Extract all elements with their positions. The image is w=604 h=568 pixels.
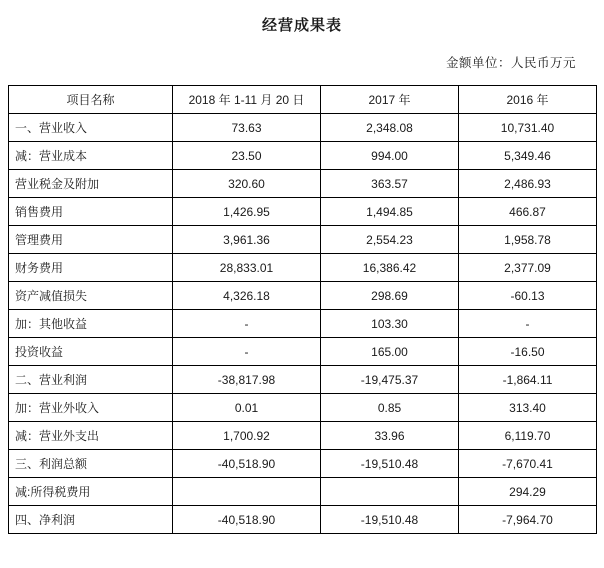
row-value: 5,349.46 xyxy=(459,142,597,170)
table-row xyxy=(9,506,597,534)
row-value: 2,348.08 xyxy=(321,114,459,142)
row-value: 16,386.42 xyxy=(321,254,459,282)
row-value: 1,494.85 xyxy=(321,198,459,226)
document-page xyxy=(0,14,604,568)
row-label: 减：营业成本 xyxy=(9,142,173,170)
row-value: 23.50 xyxy=(173,142,321,170)
table-row xyxy=(9,478,597,506)
table-row xyxy=(9,282,597,310)
row-value: 2,486.93 xyxy=(459,170,597,198)
row-value: 298.69 xyxy=(321,282,459,310)
table-row xyxy=(9,394,597,422)
row-label: 销售费用 xyxy=(9,198,173,226)
row-label: 财务费用 xyxy=(9,254,173,282)
row-value: -38,817.98 xyxy=(173,366,321,394)
page-title: 经营成果表 xyxy=(261,17,342,34)
row-value xyxy=(173,478,321,506)
row-label: 二、营业利润 xyxy=(9,366,173,394)
column-header-period-2018: 2018 年 1-11 月 20 日 xyxy=(173,86,321,114)
row-value: 0.01 xyxy=(173,394,321,422)
row-label: 三、利润总额 xyxy=(9,450,173,478)
row-value: 994.00 xyxy=(321,142,459,170)
row-value: 3,961.36 xyxy=(173,226,321,254)
row-label: 营业税金及附加 xyxy=(9,170,173,198)
row-value: 363.57 xyxy=(321,170,459,198)
table-row xyxy=(9,310,597,338)
row-value: 2,377.09 xyxy=(459,254,597,282)
row-value: 2,554.23 xyxy=(321,226,459,254)
table-row xyxy=(9,450,597,478)
row-label: 减:所得税费用 xyxy=(9,478,173,506)
row-value: -7,670.41 xyxy=(459,450,597,478)
table-row xyxy=(9,114,597,142)
row-label: 四、净利润 xyxy=(9,506,173,534)
table-body xyxy=(9,114,597,534)
operating-results-table xyxy=(8,85,597,534)
table-row xyxy=(9,254,597,282)
row-value: 1,426.95 xyxy=(173,198,321,226)
column-header-year-2016: 2016 年 xyxy=(459,86,597,114)
row-label: 一、营业收入 xyxy=(9,114,173,142)
row-value: 73.63 xyxy=(173,114,321,142)
table-header-row xyxy=(9,86,597,114)
row-value: 0.85 xyxy=(321,394,459,422)
table-row xyxy=(9,422,597,450)
row-value: -40,518.90 xyxy=(173,450,321,478)
row-value: -16.50 xyxy=(459,338,597,366)
table-row xyxy=(9,198,597,226)
row-label: 资产减值损失 xyxy=(9,282,173,310)
row-value: -7,964.70 xyxy=(459,506,597,534)
row-label: 加：营业外收入 xyxy=(9,394,173,422)
table-row xyxy=(9,338,597,366)
row-value: 28,833.01 xyxy=(173,254,321,282)
row-value xyxy=(321,478,459,506)
row-label: 管理费用 xyxy=(9,226,173,254)
row-value: 1,700.92 xyxy=(173,422,321,450)
table-row xyxy=(9,142,597,170)
row-label: 减：营业外支出 xyxy=(9,422,173,450)
currency-unit-note: 金额单位：人民币万元 xyxy=(445,56,576,70)
row-value: -19,510.48 xyxy=(321,450,459,478)
row-value: 4,326.18 xyxy=(173,282,321,310)
row-value: 33.96 xyxy=(321,422,459,450)
row-value: -40,518.90 xyxy=(173,506,321,534)
row-value: -19,475.37 xyxy=(321,366,459,394)
row-value: - xyxy=(173,310,321,338)
row-value: 10,731.40 xyxy=(459,114,597,142)
row-value: 1,958.78 xyxy=(459,226,597,254)
row-value: 466.87 xyxy=(459,198,597,226)
row-value: 294.29 xyxy=(459,478,597,506)
row-value: -60.13 xyxy=(459,282,597,310)
row-value: 313.40 xyxy=(459,394,597,422)
table-row xyxy=(9,226,597,254)
row-label: 投资收益 xyxy=(9,338,173,366)
row-value: - xyxy=(459,310,597,338)
table-row xyxy=(9,170,597,198)
row-value: 320.60 xyxy=(173,170,321,198)
row-value: 103.30 xyxy=(321,310,459,338)
row-value: -1,864.11 xyxy=(459,366,597,394)
table-row xyxy=(9,366,597,394)
column-header-item: 项目名称 xyxy=(9,86,173,114)
row-value: -19,510.48 xyxy=(321,506,459,534)
row-label: 加：其他收益 xyxy=(9,310,173,338)
row-value: 6,119.70 xyxy=(459,422,597,450)
row-value: - xyxy=(173,338,321,366)
column-header-year-2017: 2017 年 xyxy=(321,86,459,114)
row-value: 165.00 xyxy=(321,338,459,366)
